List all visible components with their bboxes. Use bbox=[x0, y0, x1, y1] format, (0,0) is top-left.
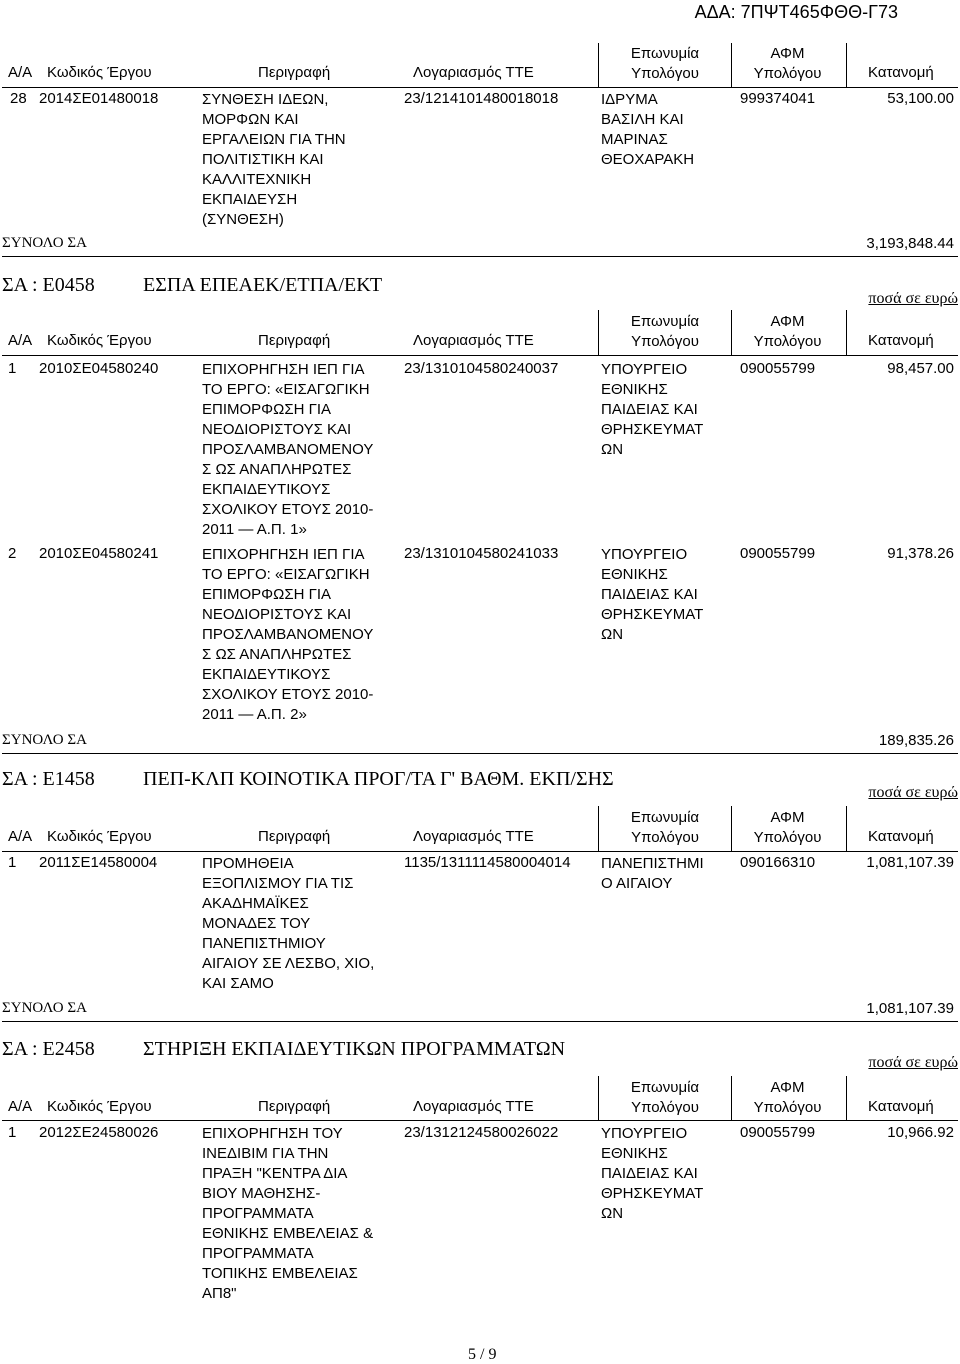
row-name: ΥΠΟΥΡΓΕΙΟ ΕΘΝΙΚΗΣ ΠΑΙΔΕΙΑΣ ΚΑΙ ΘΡΗΣΚΕΥΜΑΤ ΩΝ bbox=[601, 1125, 704, 1222]
amount-note: ποσά σε ευρώ bbox=[868, 290, 958, 307]
col-header-afm: ΑΦΜ Υπολόγου bbox=[753, 313, 822, 350]
total-label: ΣΥΝΟΛΟ ΣΑ bbox=[2, 1000, 87, 1016]
total-label: ΣΥΝΟΛΟ ΣΑ bbox=[2, 235, 87, 251]
total-divider bbox=[2, 753, 958, 754]
row-amount: 10,966.92 bbox=[887, 1124, 954, 1141]
total-amount: 189,835.26 bbox=[878, 732, 954, 749]
total-label: ΣΥΝΟΛΟ ΣΑ bbox=[2, 732, 87, 748]
col-header-name: Επωνυμία Υπολόγου bbox=[630, 313, 700, 350]
col-header-desc: Περιγραφή bbox=[258, 332, 331, 349]
row-afm: 090166310 bbox=[740, 854, 816, 871]
amount-note: ποσά σε ευρώ bbox=[868, 1054, 958, 1071]
col-header-aa: Α/Α bbox=[8, 332, 33, 349]
total-amount: 3,193,848.44 bbox=[866, 235, 954, 252]
col-divider bbox=[846, 43, 847, 87]
col-divider bbox=[598, 806, 599, 852]
row-name: ΥΠΟΥΡΓΕΙΟ ΕΘΝΙΚΗΣ ΠΑΙΔΕΙΑΣ ΚΑΙ ΘΡΗΣΚΕΥΜΑΤ ΩΝ bbox=[601, 361, 704, 458]
col-header-code: Κωδικός Έργου bbox=[47, 332, 152, 349]
col-divider bbox=[846, 1076, 847, 1121]
row-code: 2011ΣΕ14580004 bbox=[39, 854, 158, 871]
row-code: 2012ΣΕ24580026 bbox=[39, 1124, 159, 1141]
col-divider bbox=[731, 43, 732, 87]
total-divider bbox=[2, 256, 958, 257]
col-header-name: Επωνυμία Υπολόγου bbox=[630, 809, 700, 846]
row-account: 23/1214101480018018 bbox=[404, 90, 559, 107]
row-amount: 53,100.00 bbox=[887, 90, 954, 107]
col-header-aa: Α/Α bbox=[8, 828, 33, 845]
section-sa: ΣΑ : Ε2458 bbox=[2, 1038, 95, 1060]
col-header-account: Λογαριασμός ΤΤΕ bbox=[413, 828, 534, 845]
row-aa: 28 bbox=[10, 90, 27, 107]
col-divider bbox=[731, 310, 732, 356]
row-afm: 090055799 bbox=[740, 1124, 816, 1141]
total-divider bbox=[2, 1021, 958, 1022]
col-header-alloc: Κατανομή bbox=[868, 64, 934, 81]
col-header-name: Επωνυμία Υπολόγου bbox=[630, 1079, 700, 1116]
row-amount: 1,081,107.39 bbox=[866, 854, 954, 871]
col-divider bbox=[598, 43, 599, 87]
col-divider bbox=[598, 310, 599, 356]
header-divider bbox=[2, 355, 958, 356]
row-afm: 999374041 bbox=[740, 90, 816, 107]
row-account: 23/1310104580241033 bbox=[404, 545, 559, 562]
col-header-afm: ΑΦΜ Υπολόγου bbox=[753, 45, 822, 82]
section-title: ΕΣΠΑ ΕΠΕΑΕΚ/ΕΤΠΑ/ΕΚΤ bbox=[143, 274, 383, 296]
row-desc: ΕΠΙΧΟΡΗΓΗΣΗ ΙΕΠ ΓΙΑ ΤΟ ΕΡΓΟ: «ΕΙΣΑΓΩΓΙΚΗ ΕΠΙΜΟΡΦΩΣΗ ΓΙΑ ΝΕΟΔΙΟΡΙΣΤΟΥΣ ΚΑΙ ΠΡΟΣΛΑΜΒΑΝΟΜΕΝΟΥ Σ ΩΣ ΑΝΑΠΛΗΡΩΤΕΣ ΕΚΠΑΙΔΕΥΤΙΚΟΥΣ ΣΧΟΛΙΚΟΥ ΕΤΟΥΣ 2010- 2011 — Α.Π. 1» bbox=[202, 361, 374, 538]
col-header-alloc: Κατανομή bbox=[868, 828, 934, 845]
col-header-desc: Περιγραφή bbox=[258, 1098, 331, 1115]
col-header-afm: ΑΦΜ Υπολόγου bbox=[753, 1079, 822, 1116]
row-amount: 91,378.26 bbox=[887, 545, 954, 562]
section-sa: ΣΑ : Ε0458 bbox=[2, 274, 95, 296]
col-header-alloc: Κατανομή bbox=[868, 332, 934, 349]
header-divider bbox=[2, 851, 958, 852]
row-account: 23/1312124580026022 bbox=[404, 1124, 559, 1141]
row-amount: 98,457.00 bbox=[887, 360, 954, 377]
row-name: ΠΑΝΕΠΙΣΤΗΜΙ Ο ΑΙΓΑΙΟΥ bbox=[601, 855, 704, 892]
col-divider bbox=[731, 1076, 732, 1121]
col-header-aa: Α/Α bbox=[8, 1098, 33, 1115]
section-title: ΠΕΠ-ΚΛΠ ΚΟΙΝΟΤΙΚΑ ΠΡΟΓ/ΤΑ Γ' ΒΑΘΜ. ΕΚΠ/ΣΗΣ bbox=[143, 768, 614, 790]
row-aa: 1 bbox=[8, 1124, 17, 1141]
col-header-code: Κωδικός Έργου bbox=[47, 1098, 152, 1115]
row-account: 23/1310104580240037 bbox=[404, 360, 559, 377]
col-header-alloc: Κατανομή bbox=[868, 1098, 934, 1115]
row-afm: 090055799 bbox=[740, 545, 816, 562]
col-divider bbox=[598, 1076, 599, 1121]
col-header-account: Λογαριασμός ΤΤΕ bbox=[413, 1098, 534, 1115]
section-sa: ΣΑ : Ε1458 bbox=[2, 768, 95, 790]
row-code: 2010ΣΕ04580241 bbox=[39, 545, 159, 562]
section-title: ΣΤΗΡΙΞΗ ΕΚΠΑΙΔΕΥΤΙΚΩΝ ΠΡΟΓΡΑΜΜΑΤΩΝ bbox=[143, 1038, 566, 1060]
col-header-name: Επωνυμία Υπολόγου bbox=[630, 45, 700, 82]
col-header-desc: Περιγραφή bbox=[258, 828, 331, 845]
total-amount: 1,081,107.39 bbox=[866, 1000, 954, 1017]
ada-code: ΑΔΑ: 7ΠΨΤ465ΦΘΘ-Γ73 bbox=[694, 2, 898, 22]
row-aa: 2 bbox=[8, 545, 17, 562]
row-afm: 090055799 bbox=[740, 360, 816, 377]
col-divider bbox=[731, 806, 732, 852]
row-desc: ΕΠΙΧΟΡΗΓΗΣΗ ΤΟΥ ΙΝΕΔΙΒΙΜ ΓΙΑ ΤΗΝ ΠΡΑΞΗ "ΚΕΝΤΡΑ ΔΙΑ ΒΙΟΥ ΜΑΘΗΣΗΣ- ΠΡΟΓΡΑΜΜΑΤΑ ΕΘΝΙΚΗΣ ΕΜΒΕΛΕΙΑΣ & ΠΡΟΓΡΑΜΜΑΤΑ ΤΟΠΙΚΗΣ ΕΜΒΕΛΕΙΑΣ ΑΠ8" bbox=[202, 1125, 374, 1302]
col-header-account: Λογαριασμός ΤΤΕ bbox=[413, 64, 534, 81]
col-divider bbox=[846, 310, 847, 356]
row-desc: ΠΡΟΜΗΘΕΙΑ ΕΞΟΠΛΙΣΜΟΥ ΓΙΑ ΤΙΣ ΑΚΑΔΗΜΑΪΚΕΣ ΜΟΝΑΔΕΣ ΤΟΥ ΠΑΝΕΠΙΣΤΗΜΙΟΥ ΑΙΓΑΙΟΥ ΣΕ ΛΕΣΒΟ, ΧΙΟ, ΚΑΙ ΣΑΜΟ bbox=[202, 855, 375, 992]
row-aa: 1 bbox=[8, 854, 17, 871]
row-code: 2010ΣΕ04580240 bbox=[39, 360, 159, 377]
col-divider bbox=[846, 806, 847, 852]
page-number: 5 / 9 bbox=[468, 1346, 497, 1363]
row-aa: 1 bbox=[8, 360, 17, 377]
row-name: ΥΠΟΥΡΓΕΙΟ ΕΘΝΙΚΗΣ ΠΑΙΔΕΙΑΣ ΚΑΙ ΘΡΗΣΚΕΥΜΑΤ ΩΝ bbox=[601, 546, 704, 643]
col-header-account: Λογαριασμός ΤΤΕ bbox=[413, 332, 534, 349]
col-header-desc: Περιγραφή bbox=[258, 64, 331, 81]
row-desc: ΣΥΝΘΕΣΗ ΙΔΕΩΝ, ΜΟΡΦΩΝ ΚΑΙ ΕΡΓΑΛΕΙΩΝ ΓΙΑ ΤΗΝ ΠΟΛΙΤΙΣΤΙΚΗ ΚΑΙ ΚΑΛΛΙΤΕΧΝΙΚΗ ΕΚΠΑΙΔΕΥΣΗ (ΣΥΝΘΕΣΗ) bbox=[202, 91, 346, 228]
row-name: ΙΔΡΥΜΑ ΒΑΣΙΛΗ ΚΑΙ ΜΑΡΙΝΑΣ ΘΕΟΧΑΡΑΚΗ bbox=[601, 91, 695, 168]
row-desc: ΕΠΙΧΟΡΗΓΗΣΗ ΙΕΠ ΓΙΑ ΤΟ ΕΡΓΟ: «ΕΙΣΑΓΩΓΙΚΗ ΕΠΙΜΟΡΦΩΣΗ ΓΙΑ ΝΕΟΔΙΟΡΙΣΤΟΥΣ ΚΑΙ ΠΡΟΣΛΑΜΒΑΝΟΜΕΝΟΥ Σ ΩΣ ΑΝΑΠΛΗΡΩΤΕΣ ΕΚΠΑΙΔΕΥΤΙΚΟΥΣ ΣΧΟΛΙΚΟΥ ΕΤΟΥΣ 2010- 2011 — Α.Π. 2» bbox=[202, 546, 374, 723]
header-divider bbox=[2, 1120, 958, 1121]
row-account: 1135/1311114580004014 bbox=[404, 854, 571, 871]
col-header-code: Κωδικός Έργου bbox=[47, 828, 152, 845]
col-header-aa: Α/Α bbox=[8, 64, 33, 81]
row-code: 2014ΣΕ01480018 bbox=[39, 90, 159, 107]
col-header-afm: ΑΦΜ Υπολόγου bbox=[753, 809, 822, 846]
amount-note: ποσά σε ευρώ bbox=[868, 784, 958, 801]
header-divider bbox=[2, 87, 958, 88]
col-header-code: Κωδικός Έργου bbox=[47, 64, 152, 81]
